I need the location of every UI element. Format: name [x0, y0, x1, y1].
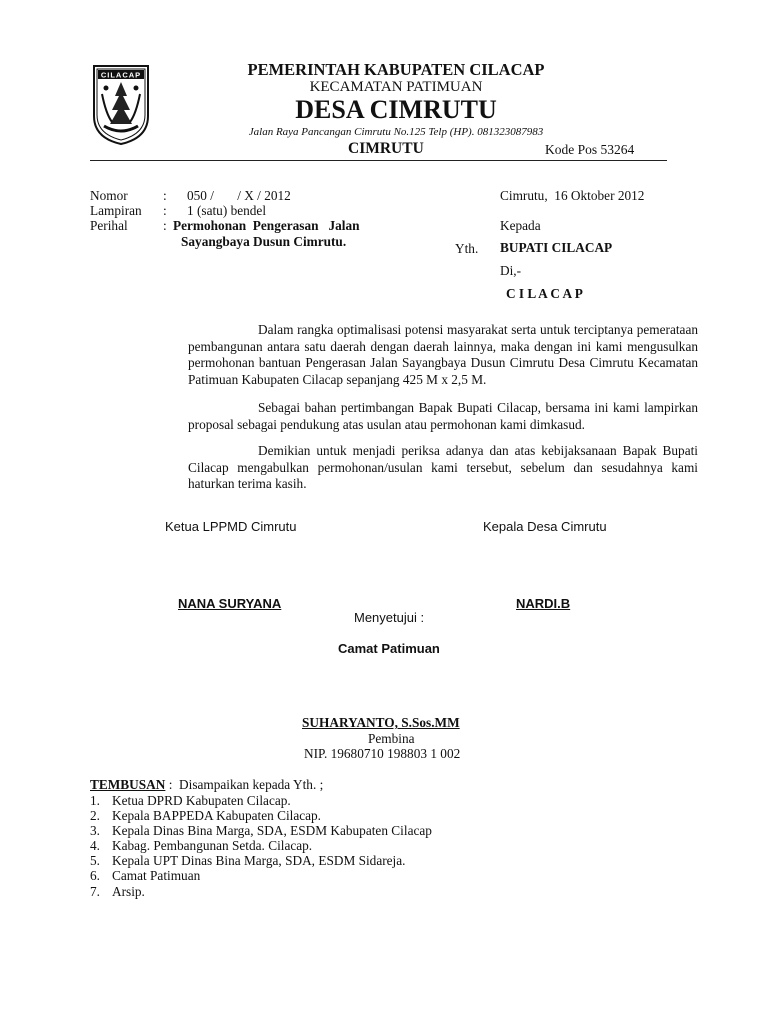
cc-item-2: Kepala BAPPEDA Kabupaten Cilacap. — [112, 808, 322, 823]
approval-label: Menyetujui : — [354, 610, 425, 625]
camat-rank: Pembina — [368, 731, 415, 746]
cc-label: TEMBUSAN — [90, 777, 166, 792]
cc-number-1: 1. — [90, 793, 100, 808]
nomor-label: Nomor — [90, 188, 128, 203]
perihal-colon: : — [163, 218, 167, 233]
cc-number-3: 3. — [90, 823, 100, 838]
cc-number-2: 2. — [90, 808, 100, 823]
recipient-place: C I L A C A P — [506, 286, 583, 301]
di-label: Di,- — [500, 263, 522, 278]
cc-heading — [90, 777, 323, 793]
left-signatory-name: NANA SURYANA — [178, 596, 282, 611]
nomor-colon: : — [163, 188, 167, 203]
letter-date: Cimrutu, 16 Oktober 2012 — [500, 188, 645, 203]
body-paragraph-2 — [188, 400, 698, 433]
cc-item-3: Kepala Dinas Bina Marga, SDA, ESDM Kabupaten Cilacap — [112, 823, 432, 838]
recipient-name: BUPATI CILACAP — [500, 240, 613, 255]
camat-nip: NIP. 19680710 198803 1 002 — [304, 746, 461, 761]
lampiran-value: 1 (satu) bendel — [187, 203, 267, 218]
letterhead-divider — [90, 160, 667, 161]
perihal-line-1: Permohonan Pengerasan Jalan — [173, 218, 360, 233]
body-paragraph-2-text: Sebagai bahan pertimbangan Bapak Bupati Cilacap, bersama ini kami lampirkan proposal sebagai pendukung atas usulan atau permohonan kami dimkasud. — [188, 400, 698, 432]
nomor-value: 050 / / X / 2012 — [187, 188, 291, 203]
cc-number-5: 5. — [90, 853, 100, 868]
cc-item-6: Camat Patimuan — [112, 868, 201, 883]
cc-number-7: 7. — [90, 884, 100, 899]
cc-number-6: 6. — [90, 868, 100, 883]
right-signatory-title: Kepala Desa Cimrutu — [483, 519, 607, 534]
body-paragraph-3-text: Demikian untuk menjadi periksa adanya dan atas kebijaksanaan Bapak Bupati Cilacap mengabulkan permohonan/usulan kami tersebut, sebelum dan sesudahnya kami haturkan terima kasih. — [188, 443, 698, 491]
letterhead-postal-code: Kode Pos 53264 — [545, 142, 635, 157]
letterhead-city: CIMRUTU — [348, 140, 424, 157]
logo-lettering: CILACAP — [100, 70, 142, 80]
letterhead-district: KECAMATAN PATIMUAN — [309, 79, 483, 95]
body-paragraph-1 — [188, 322, 698, 388]
kepada-label: Kepada — [500, 218, 541, 233]
letterhead-government: PEMERINTAH KABUPATEN CILACAP — [247, 60, 545, 79]
cc-item-4: Kabag. Pembangunan Setda. Cilacap. — [112, 838, 313, 853]
perihal-label: Perihal — [90, 218, 128, 233]
camat-name: SUHARYANTO, S.Sos.MM — [302, 715, 460, 730]
cc-item-1: Ketua DPRD Kabupaten Cilacap. — [112, 793, 291, 808]
cc-number-4: 4. — [90, 838, 100, 853]
letterhead-address: Jalan Raya Pancangan Cimrutu No.125 Telp (HP). 081323087983 — [248, 126, 544, 138]
left-signatory-title: Ketua LPPMD Cimrutu — [165, 519, 297, 534]
camat-title: Camat Patimuan — [338, 641, 440, 656]
yth-label: Yth. — [455, 241, 479, 256]
lampiran-colon: : — [163, 203, 167, 218]
letterhead-village: DESA CIMRUTU — [295, 95, 497, 124]
cc-item-7: Arsip. — [112, 884, 145, 899]
body-paragraph-3 — [188, 443, 698, 493]
cc-intro: : Disampaikan kepada Yth. ; — [165, 777, 324, 792]
cc-item-5: Kepala UPT Dinas Bina Marga, SDA, ESDM Sidareja. — [112, 853, 406, 868]
body-paragraph-1-text: Dalam rangka optimalisasi potensi masyarakat serta untuk terciptanya pemerataan pembangunan antara satu daerah dengan daerah lainnya, maka dengan ini kami mengusulkan permohonan bantuan Pengerasan Jalan Sayangbaya Dusun Cimrutu Desa Cimrutu Kecamatan Patimuan Kabupaten Cilacap sepanjang 425 M x 2,5 M. — [188, 322, 698, 387]
right-signatory-name: NARDI.B — [516, 596, 571, 611]
perihal-line-2: Sayangbaya Dusun Cimrutu. — [181, 234, 347, 249]
lampiran-label: Lampiran — [90, 203, 142, 218]
